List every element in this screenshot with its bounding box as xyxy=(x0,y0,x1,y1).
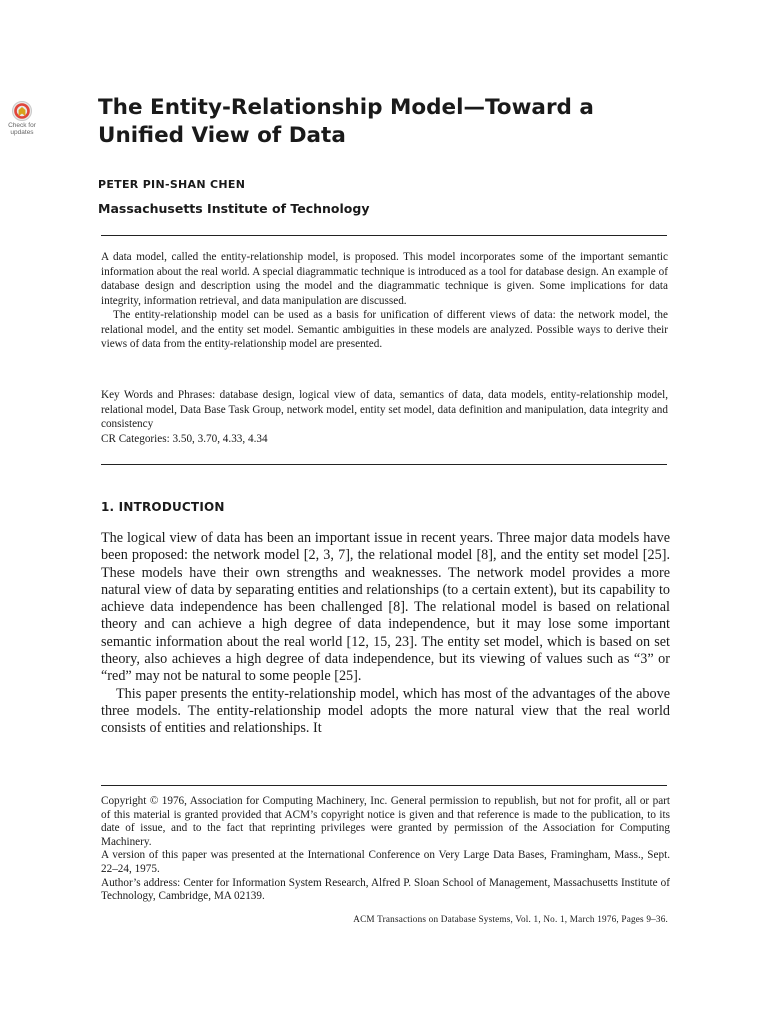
copyright-notice: Copyright © 1976, Association for Computing Machinery, Inc. General permission to republish, but not for profit, all or part of this material is granted provided that ACM’s copyright notice is given and that reference is made to the publication, to its date of issue, and to the fact that reprinting privileges were granted by permission of the Association for Computing Machinery. xyxy=(101,795,670,848)
author-name: PETER PIN-SHAN CHEN xyxy=(98,178,246,191)
check-for-updates-icon xyxy=(11,100,33,122)
section-heading: 1. INTRODUCTION xyxy=(101,500,225,514)
badge-label-line1: Check for xyxy=(8,122,36,129)
presentation-note: A version of this paper was presented at the International Conference on Very Large Data Bases, Framingham, Mass., Sept. 22–24, 1975. xyxy=(101,849,670,875)
footnote-divider xyxy=(101,785,667,786)
keywords: Key Words and Phrases: database design, logical view of data, semantics of data, data models, entity-relationship model, relational model, Data Base Task Group, network model, entity set model, data definition and manipulation, data integrity and consistency xyxy=(101,389,668,430)
cr-categories: CR Categories: 3.50, 3.70, 4.33, 4.34 xyxy=(101,432,268,445)
abstract-paragraph: The entity-relationship model can be used as a basis for unification of different views of data: the network model, the relational model, and the entity set model. Semantic ambiguities in these models are analyzed. Possible ways to derive their views of data from the entity-relationship model are presented. xyxy=(101,309,668,350)
paper-title: The Entity-Relationship Model—Toward a Unified View of Data xyxy=(98,95,594,148)
journal-reference: ACM Transactions on Database Systems, Vol. 1, No. 1, March 1976, Pages 9–36. xyxy=(353,914,668,924)
introduction-body xyxy=(101,530,670,738)
abstract xyxy=(101,250,668,352)
badge-label-line2: updates xyxy=(10,129,34,136)
author-affiliation: Massachusetts Institute of Technology xyxy=(98,201,370,216)
keywords-block xyxy=(101,388,668,446)
body-paragraph: The logical view of data has been an important issue in recent years. Three major data models have been proposed: the network model [2, 3, 7], the relational model [8], and the entity set model [25]. These models have their own strengths and weaknesses. The network model provides a more natural view of data by separating entities and relationships (to a certain extent), but its capability to achieve data independence has been challenged [8]. The relational model is based on relational theory and can achieve a high degree of data independence, but it may lose some important semantic information about the real world [12, 15, 23]. The entity set model, which is based on set theory, also achieves a high degree of data independence, but its viewing of values such as “3” or “red” may not be natural to some people [25]. xyxy=(101,530,670,685)
abstract-paragraph: A data model, called the entity-relationship model, is proposed. This model incorporates some of the important semantic information about the real world. A special diagrammatic technique is introduced as a tool for database design. An example of database design and description using the model and the diagrammatic technique is given. Some implications for data integrity, information retrieval, and data manipulation are discussed. xyxy=(101,251,668,307)
author-address: Author’s address: Center for Information System Research, Alfred P. Sloan School of Management, Massachusetts Institute of Technology, Cambridge, MA 02139. xyxy=(101,876,670,903)
top-divider xyxy=(101,235,667,236)
body-paragraph: This paper presents the entity-relationship model, which has most of the advantages of the above three models. The entity-relationship model adopts the more natural view that the real world consists of entities and relationships. It xyxy=(101,685,670,737)
abstract-divider xyxy=(101,464,667,465)
footnote xyxy=(101,795,670,904)
check-for-updates-badge[interactable] xyxy=(2,100,42,140)
